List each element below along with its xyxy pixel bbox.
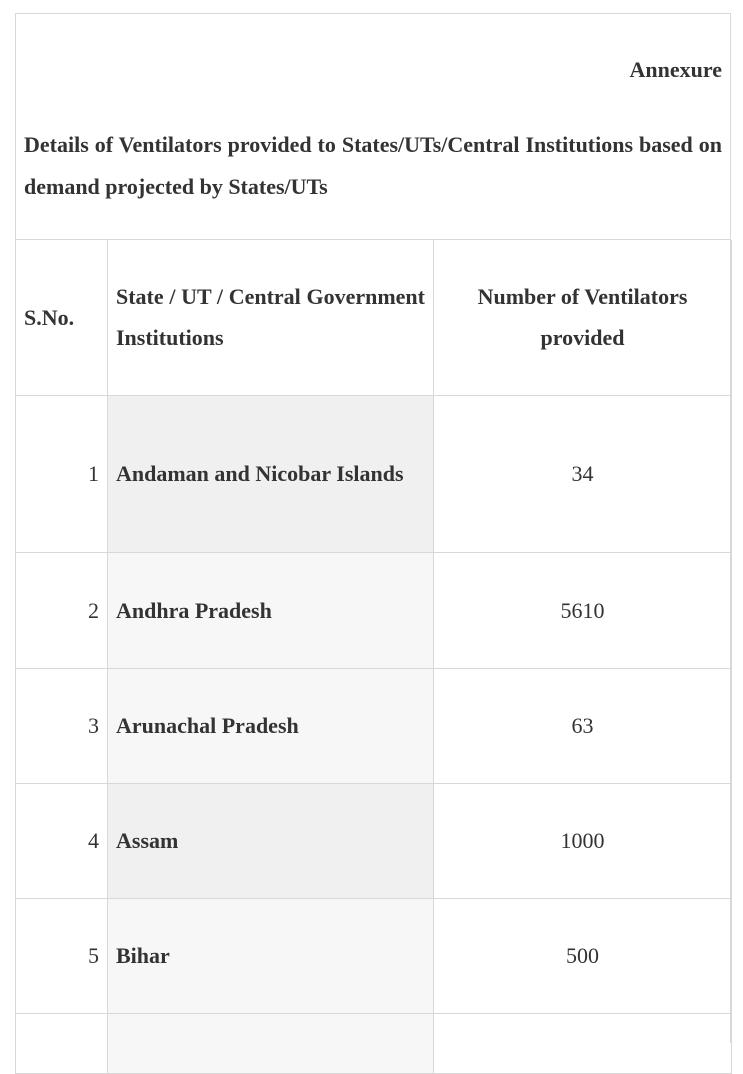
document-title: Details of Ventilators provided to States/UTs/Central Institutions based on demand projected by States/UTs [24,132,722,199]
row-state: Bihar [108,898,434,1013]
table-row [16,783,732,898]
row-sno: 5 [16,898,108,1013]
header-count: Number of Ventilators provided [434,240,732,395]
row-sno [16,1013,108,1073]
table-header-row [16,240,732,395]
table-row [16,1013,732,1073]
row-state: Arunachal Pradesh [108,668,434,783]
row-count: 500 [434,898,732,1013]
row-count [434,1013,732,1073]
table-row [16,668,732,783]
row-count: 63 [434,668,732,783]
row-state [108,1013,434,1073]
row-count: 1000 [434,783,732,898]
row-sno: 4 [16,783,108,898]
row-sno: 3 [16,668,108,783]
header-state: State / UT / Central Government Institutions [108,240,434,395]
ventilator-table [15,240,732,1074]
heading-block [16,14,730,240]
row-sno: 2 [16,552,108,668]
table-row [16,552,732,668]
row-count: 5610 [434,552,732,668]
document-page [15,13,731,1043]
annexure-label: Annexure [629,57,722,82]
table-row [16,395,732,552]
row-sno: 1 [16,395,108,552]
table-row [16,898,732,1013]
row-state: Assam [108,783,434,898]
header-sno: S.No. [16,240,108,395]
row-count: 34 [434,395,732,552]
row-state: Andaman and Nicobar Islands [108,395,434,552]
row-state: Andhra Pradesh [108,552,434,668]
